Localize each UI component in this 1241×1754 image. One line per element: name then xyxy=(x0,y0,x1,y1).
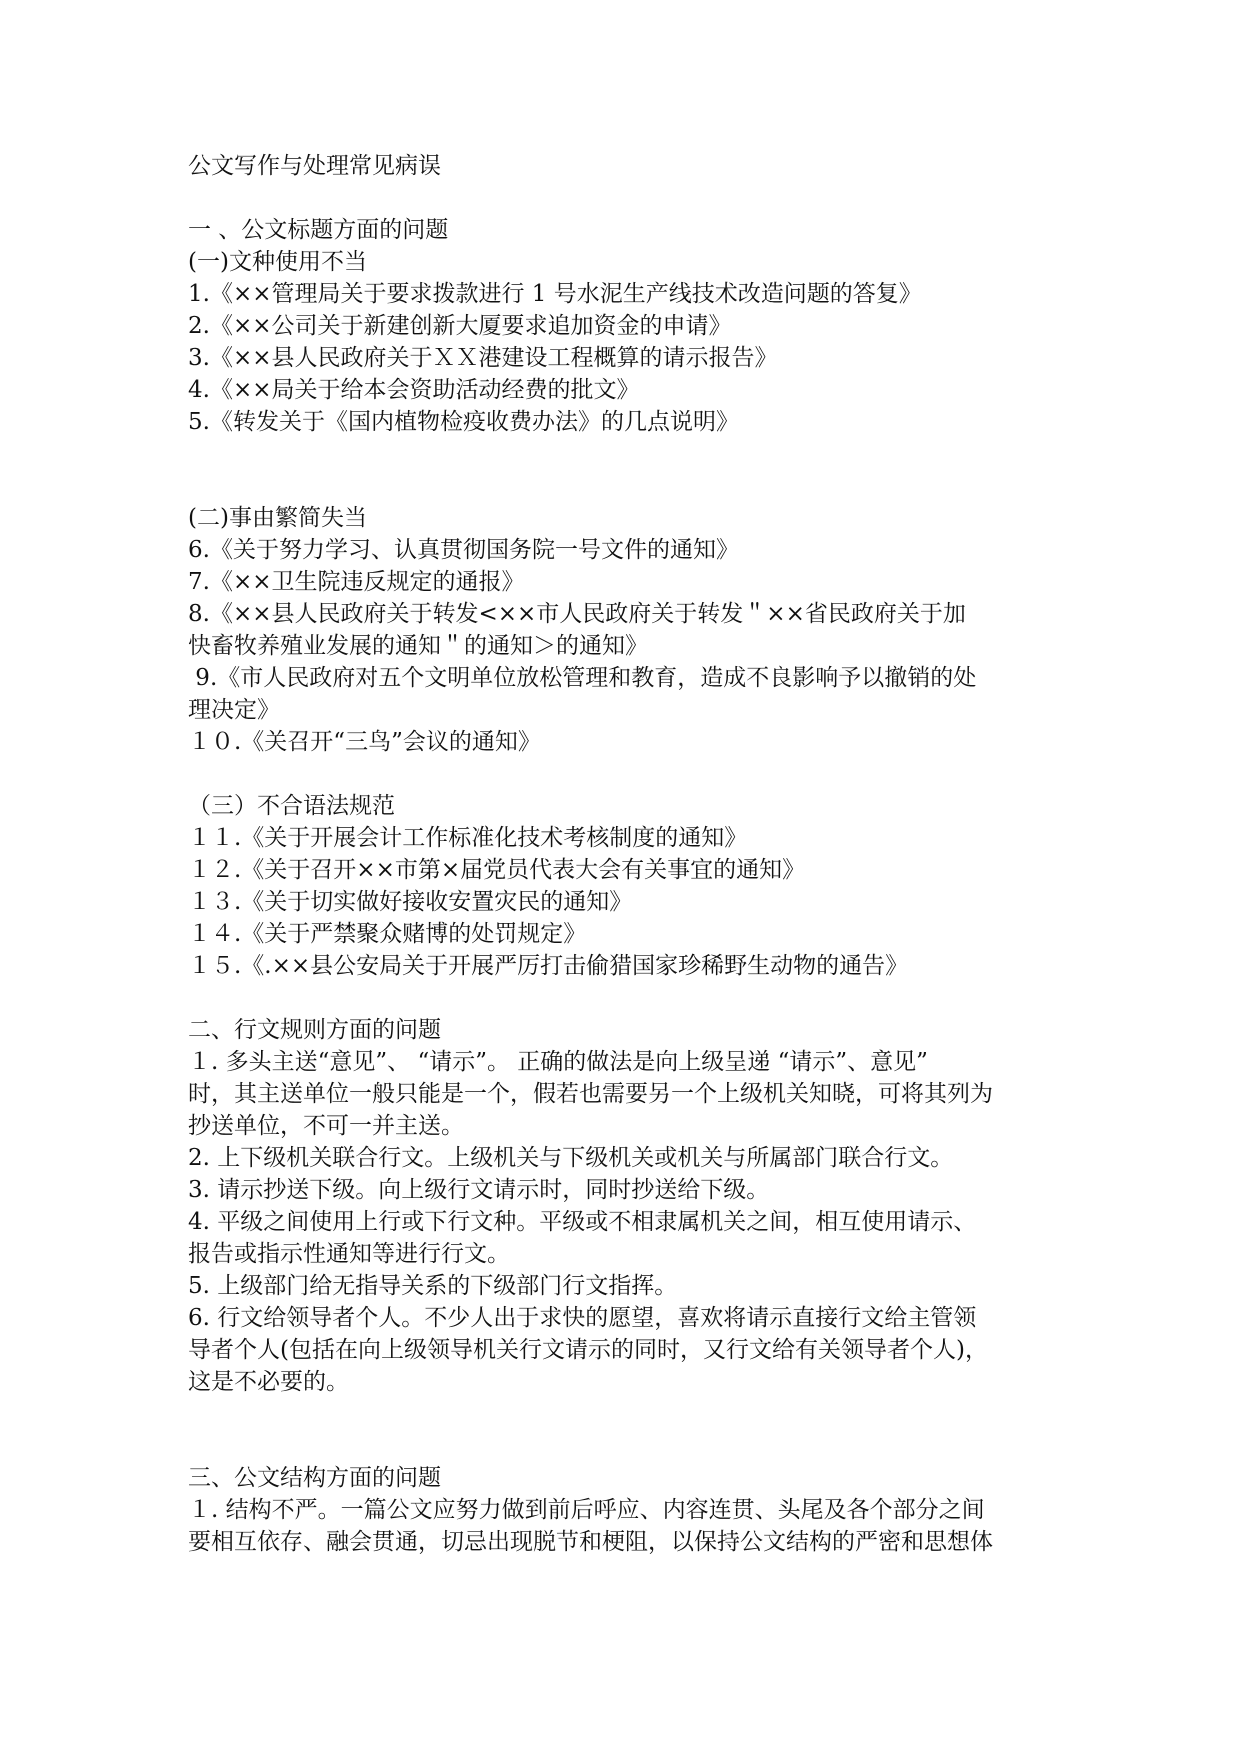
list-item: １０.《关召开“三鸟”会议的通知》 xyxy=(188,729,541,755)
paragraph-line: 抄送单位，不可一并主送。 xyxy=(188,1113,464,1139)
list-item: １３.《关于切实做好接收安置灾民的通知》 xyxy=(188,889,633,915)
list-item: １１.《关于开展会计工作标准化技术考核制度的通知》 xyxy=(188,825,748,851)
spacer xyxy=(188,182,1068,214)
paragraph-line: １. 结构不严。一篇公文应努力做到前后呼应、内容连贯、头尾及各个部分之间 xyxy=(188,1497,985,1523)
list-item: 快畜牧养殖业发展的通知＂的通知＞的通知》 xyxy=(188,633,648,659)
paragraph-line: 要相互依存、融会贯通，切忌出现脱节和梗阻，以保持公文结构的严密和思想体 xyxy=(188,1529,993,1555)
list-item: 4.《××局关于给本会资助活动经费的批文》 xyxy=(188,377,640,403)
list-item: 1.《××管理局关于要求拨款进行 1 号水泥生产线技术改造问题的答复》 xyxy=(188,281,922,307)
subsection-heading: (一)文种使用不当 xyxy=(188,249,367,275)
paragraph-line: 3. 请示抄送下级。向上级行文请示时，同时抄送给下级。 xyxy=(188,1177,770,1203)
section-heading: 三、公文结构方面的问题 xyxy=(188,1465,441,1491)
paragraph-line: 时，其主送单位一般只能是一个，假若也需要另一个上级机关知晓，可将其列为 xyxy=(188,1081,993,1107)
subsection-heading: （三）不合语法规范 xyxy=(188,793,395,819)
paragraph-line: 5. 上级部门给无指导关系的下级部门行文指挥。 xyxy=(188,1273,678,1299)
paragraph-line: 2. 上下级机关联合行文。上级机关与下级机关或机关与所属部门联合行文。 xyxy=(188,1145,954,1171)
document-title: 公文写作与处理常见病误 xyxy=(188,153,441,179)
list-item: 6.《关于努力学习、认真贯彻国务院一号文件的通知》 xyxy=(188,537,739,563)
list-item: 理决定》 xyxy=(188,697,280,723)
list-item: 7.《××卫生院违反规定的通报》 xyxy=(188,569,525,595)
list-item: １２.《关于召开××市第×届党员代表大会有关事宜的通知》 xyxy=(188,857,806,883)
list-item: 9.《市人民政府对五个文明单位放松管理和教育，造成不良影响予以撤销的处 xyxy=(188,665,977,691)
spacer xyxy=(188,438,1068,502)
paragraph-line: 报告或指示性通知等进行行文。 xyxy=(188,1241,510,1267)
paragraph-line: 4. 平级之间使用上行或下行文种。平级或不相隶属机关之间，相互使用请示、 xyxy=(188,1209,977,1235)
list-item: 8.《××县人民政府关于转发<××市人民政府关于转发＂××省民政府关于加 xyxy=(188,601,966,627)
spacer xyxy=(188,758,1068,790)
section-heading: 一 、公文标题方面的问题 xyxy=(188,217,449,243)
subsection-heading: (二)事由繁简失当 xyxy=(188,505,367,531)
paragraph-line: 导者个人(包括在向上级领导机关行文请示的同时，又行文给有关领导者个人)， xyxy=(188,1337,988,1363)
list-item: １４.《关于严禁聚众赌博的处罚规定》 xyxy=(188,921,587,947)
list-item: 3.《××县人民政府关于ＸＸ港建设工程概算的请示报告》 xyxy=(188,345,778,371)
section-heading: 二、行文规则方面的问题 xyxy=(188,1017,441,1043)
document-body xyxy=(188,150,1068,1558)
list-item: 2.《××公司关于新建创新大厦要求追加资金的申请》 xyxy=(188,313,732,339)
list-item: 5.《转发关于《国内植物检疫收费办法》的几点说明》 xyxy=(188,409,739,435)
paragraph-line: １. 多头主送“意见”、 “请示”。 正确的做法是向上级呈递 “请示”、意见” xyxy=(188,1049,928,1075)
list-item: １５.《.××县公安局关于开展严厉打击偷猎国家珍稀野生动物的通告》 xyxy=(188,953,909,979)
spacer xyxy=(188,982,1068,1014)
paragraph-line: 6. 行文给领导者个人。不少人出于求快的愿望，喜欢将请示直接行文给主管领 xyxy=(188,1305,977,1331)
paragraph-line: 这是不必要的。 xyxy=(188,1369,349,1395)
spacer xyxy=(188,1398,1068,1462)
